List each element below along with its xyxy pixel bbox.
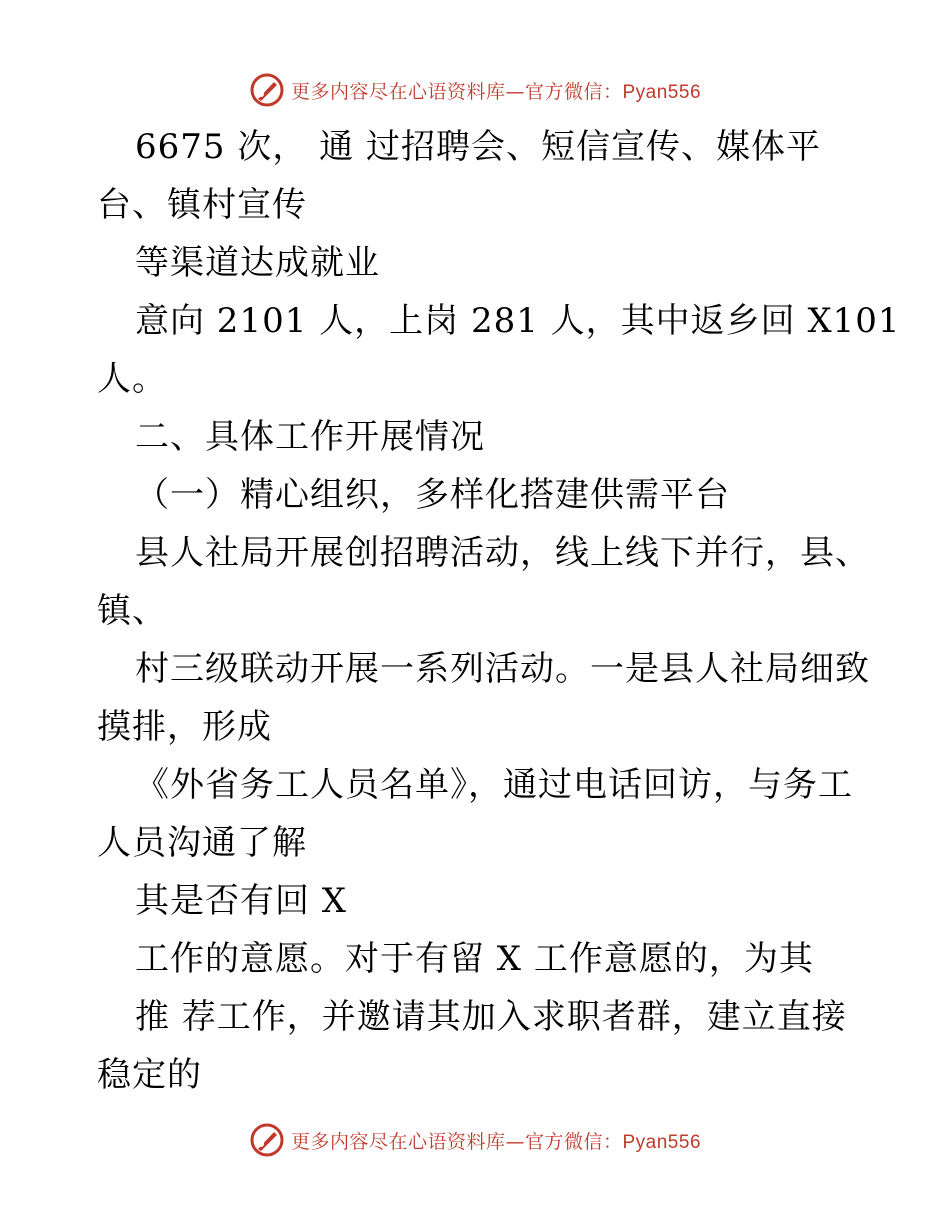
section-heading: 二、具体工作开展情况 xyxy=(135,417,485,457)
subsection-heading: （一）精心组织，多样化搭建供需平台 xyxy=(135,475,730,515)
footer-watermark xyxy=(0,1120,950,1160)
text-line: 人员沟通了解 xyxy=(97,823,307,863)
pen-seal-icon xyxy=(249,1122,285,1158)
text-line: 县人社局开展创招聘活动，线上线下并行，县、 xyxy=(135,533,870,573)
body-text xyxy=(97,118,901,1104)
text-line: 镇、 xyxy=(97,591,167,631)
text-line: 稳定的 xyxy=(97,1055,202,1095)
watermark-id: Pyan556 xyxy=(622,1131,702,1153)
text-line: 《外省务工人员名单》，通过电话回访，与务工 xyxy=(135,765,853,805)
watermark-text xyxy=(291,77,701,104)
header-watermark xyxy=(0,70,950,110)
text-line: 人。 xyxy=(97,359,167,399)
text-line: 6675 次， 通 过招聘会、短信宣传、媒体平 xyxy=(135,127,821,167)
text-line: 摸排，形成 xyxy=(97,707,272,747)
text-line: 台、镇村宣传 xyxy=(97,185,307,225)
text-line: 推 荐工作，并邀请其加入求职者群，建立直接 xyxy=(135,997,847,1037)
watermark-prefix: 更多内容尽在心语资料库—官方微信： xyxy=(290,80,623,103)
watermark-prefix: 更多内容尽在心语资料库—官方微信： xyxy=(290,1130,623,1153)
text-line: 意向 2101 人，上岗 281 人，其中返乡回 X101 xyxy=(135,301,901,341)
watermark-text xyxy=(291,1127,701,1154)
text-line: 其是否有回 X xyxy=(135,881,348,921)
text-line: 等渠道达成就业 xyxy=(135,243,380,283)
text-line: 村三级联动开展一系列活动。一是县人社局细致 xyxy=(135,649,870,689)
watermark-id: Pyan556 xyxy=(622,81,702,103)
pen-seal-icon xyxy=(249,72,285,108)
text-line: 工作的意愿。对于有留 X 工作意愿的，为其 xyxy=(135,939,814,979)
